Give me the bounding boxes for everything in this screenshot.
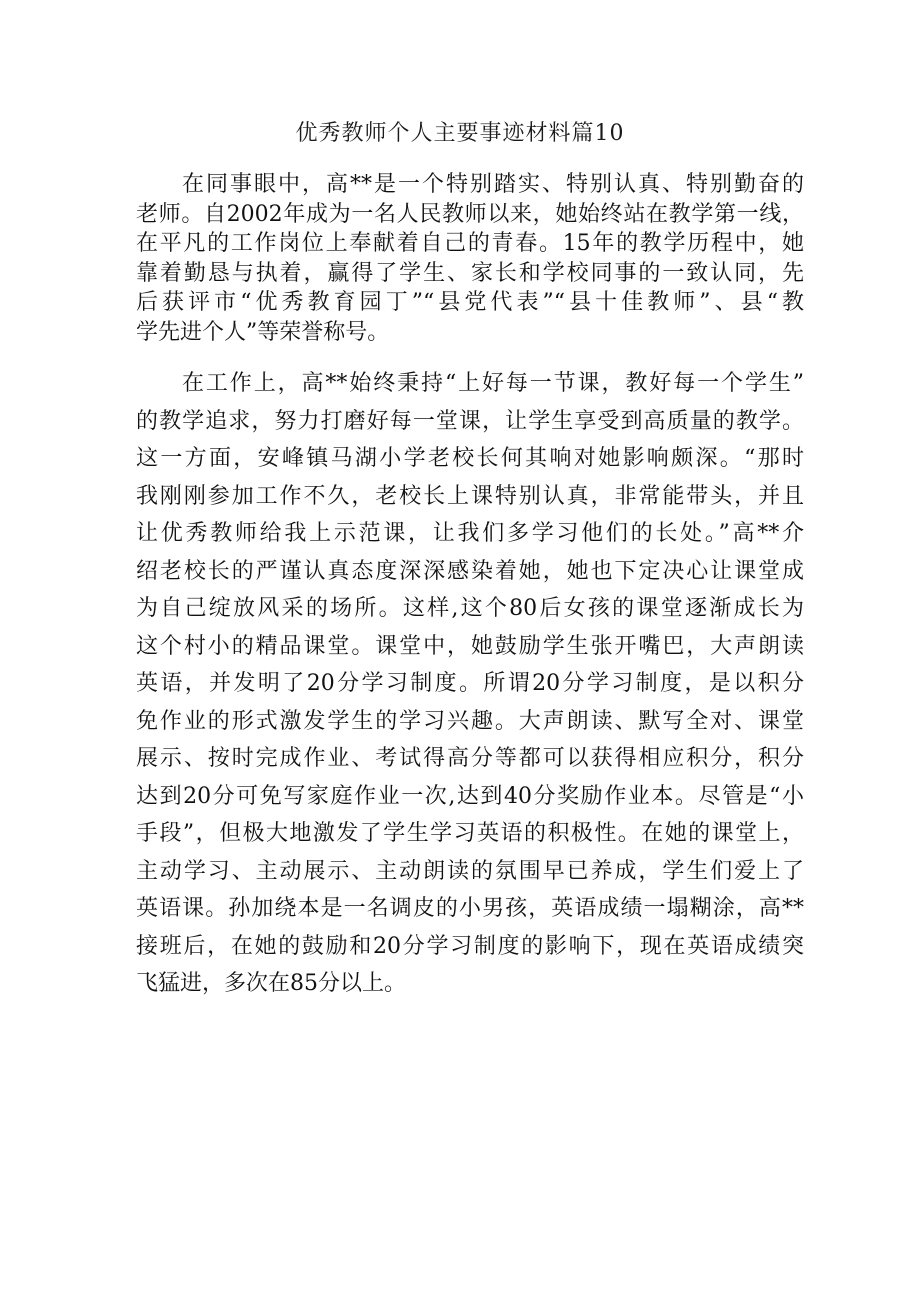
paragraph-1 bbox=[136, 170, 804, 347]
paragraph-2 bbox=[136, 365, 804, 1003]
paragraph-line: 飞猛进，多次在85分以上。 bbox=[136, 971, 406, 996]
paragraph-line: 达到20分可免写家庭作业一次,达到40分奖励作业本。尽管是“小 bbox=[136, 783, 804, 809]
paragraph-line: 学先进个人”等荣誉称号。 bbox=[136, 319, 390, 345]
paragraph-line: 在平凡的工作岗位上奉献着自己的青春。15年的教学历程中，她 bbox=[136, 231, 804, 256]
document-title: 优秀教师个人主要事迹材料篇10 bbox=[295, 121, 625, 146]
paragraph-line: 的教学追求，努力打磨好每一堂课，让学生享受到高质量的教学。 bbox=[136, 408, 804, 434]
paragraph-line: 接班后，在她的鼓励和20分学习制度的影响下，现在英语成绩突 bbox=[136, 933, 804, 959]
paragraph-line: 手段”，但极大地激发了学生学习英语的积极性。在她的课堂上， bbox=[136, 821, 804, 846]
paragraph-line: 英语，并发明了20分学习制度。所谓20分学习制度，是以积分 bbox=[136, 671, 804, 696]
paragraph-line: 为自己绽放风采的场所。这样,这个80后女孩的课堂逐渐成长为 bbox=[136, 596, 804, 621]
paragraph-line: 在同事眼中，高**是一个特别踏实、特别认真、特别勤奋的 bbox=[182, 172, 804, 197]
paragraph-line: 绍老校长的严谨认真态度深深感染着她，她也下定决心让课堂成 bbox=[136, 558, 804, 584]
paragraph-line: 在工作上，高**始终秉持“上好每一节课，教好每一个学生” bbox=[182, 371, 804, 396]
paragraph-line: 我刚刚参加工作不久，老校长上课特别认真，非常能带头，并且 bbox=[136, 483, 804, 509]
paragraph-line: 后获评市“优秀教育园丁”“县党代表”“县十佳教师”、县“教 bbox=[136, 290, 804, 315]
paragraph-line: 主动学习、主动展示、主动朗读的氛围早已养成，学生们爱上了 bbox=[136, 858, 804, 884]
paragraph-line: 免作业的形式激发学生的学习兴趣。大声朗读、默写全对、课堂 bbox=[136, 708, 804, 734]
paragraph-line: 英语课。孙加绕本是一名调皮的小男孩，英语成绩一塌糊涂，高** bbox=[136, 896, 804, 921]
paragraph-line: 展示、按时完成作业、考试得高分等都可以获得相应积分，积分 bbox=[136, 746, 804, 771]
paragraph-line: 让优秀教师给我上示范课，让我们多学习他们的长处。”高**介 bbox=[136, 521, 804, 546]
paragraph-line: 这一方面，安峰镇马湖小学老校长何其响对她影响颇深。“那时 bbox=[136, 446, 804, 471]
paragraph-line: 这个村小的精品课堂。课堂中，她鼓励学生张开嘴巴，大声朗读 bbox=[136, 633, 804, 659]
paragraph-line: 老师。自2002年成为一名人民教师以来，她始终站在教学第一线， bbox=[136, 201, 804, 227]
paragraph-line: 靠着勤恳与执着，赢得了学生、家长和学校同事的一致认同，先 bbox=[136, 260, 804, 286]
